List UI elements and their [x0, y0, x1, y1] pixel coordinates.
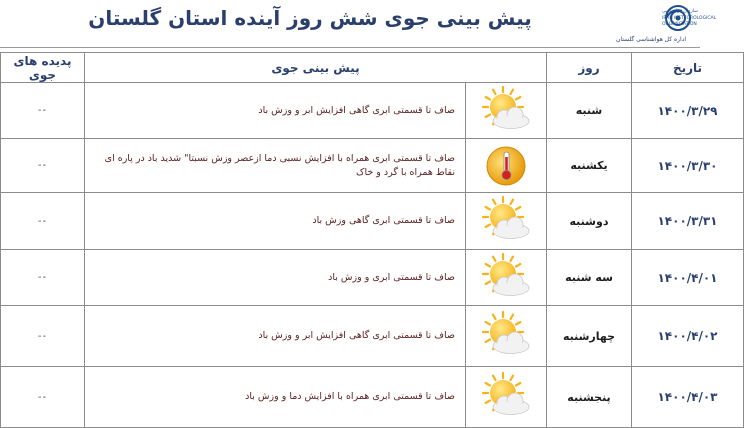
- table-header-row: [1, 53, 744, 83]
- row-phenomena: --: [1, 306, 85, 367]
- row-weather-icon-cell: [466, 193, 547, 250]
- partly-cloudy-sun-icon: [477, 255, 535, 301]
- row-description: صاف تا قسمتی ابری و وزش باد: [85, 250, 466, 306]
- row-description: صاف تا قسمتی ابری همراه با افزایش نسبی دما ازعصر وزش نسبتا" شدید باد در پاره ای نقاط همراه با گرد و خاک: [85, 139, 466, 193]
- row-date: ۱۴۰۰/۴/۰۳: [632, 367, 744, 428]
- row-phenomena: --: [1, 193, 85, 250]
- row-phenomena: --: [1, 367, 85, 428]
- header-date: تاریخ: [632, 53, 744, 83]
- table-row: [1, 139, 744, 193]
- row-day: یکشنبه: [547, 139, 632, 193]
- row-weather-icon-cell: [466, 367, 547, 428]
- page-header: [0, 0, 717, 48]
- hot-thermometer-sun-icon: [477, 143, 535, 189]
- logo-line-3: ORGANIZATION: [662, 22, 697, 27]
- row-weather-icon-cell: [466, 139, 547, 193]
- row-day: چهارشنبه: [547, 306, 632, 367]
- row-date: ۱۴۰۰/۴/۰۲: [632, 306, 744, 367]
- row-day: سه شنبه: [547, 250, 632, 306]
- header-forecast: پیش بینی جوی: [85, 53, 547, 83]
- row-day: شنبه: [547, 83, 632, 139]
- logo-caption: اداره کل هواشناسی گلستان: [615, 36, 687, 43]
- table-row: [1, 306, 744, 367]
- meteorology-logo-icon: [610, 3, 717, 36]
- row-description: صاف تا قسمتی ابری گاهی افزایش ابر و وزش باد: [85, 306, 466, 367]
- partly-cloudy-sun-icon: [477, 313, 535, 359]
- header-day: روز: [547, 53, 632, 83]
- page-title: پیش بینی جوی شش روز آینده استان گلستان: [88, 6, 532, 30]
- row-description: صاف تا قسمتی ابری گاهی افزایش ابر و وزش باد: [85, 83, 466, 139]
- partly-cloudy-sun-icon: [477, 374, 535, 420]
- row-date: ۱۴۰۰/۳/۲۹: [632, 83, 744, 139]
- row-phenomena: --: [1, 139, 85, 193]
- row-date: ۱۴۰۰/۳/۳۰: [632, 139, 744, 193]
- logo-line-2: IRAN METEOROLOGICAL: [662, 16, 717, 21]
- partly-cloudy-sun-icon: [477, 88, 535, 134]
- row-description: صاف تا قسمتی ابری همراه با افزایش دما و وزش باد: [85, 367, 466, 428]
- row-date: ۱۴۰۰/۳/۳۱: [632, 193, 744, 250]
- table-row: [1, 83, 744, 139]
- row-date: ۱۴۰۰/۴/۰۱: [632, 250, 744, 306]
- table-row: [1, 250, 744, 306]
- row-day: دوشنبه: [547, 193, 632, 250]
- header-phenomena: پدیده های جوی: [1, 53, 85, 83]
- row-weather-icon-cell: [466, 83, 547, 139]
- row-description: صاف تا قسمتی ابری گاهی وزش باد: [85, 193, 466, 250]
- table-row: [1, 193, 744, 250]
- logo-line-1: سازمان هواشناسی: [662, 9, 698, 14]
- row-weather-icon-cell: [466, 306, 547, 367]
- organization-logo: [610, 3, 717, 47]
- forecast-table: [0, 52, 744, 428]
- row-phenomena: --: [1, 250, 85, 306]
- row-phenomena: --: [1, 83, 85, 139]
- partly-cloudy-sun-icon: [477, 198, 535, 244]
- row-weather-icon-cell: [466, 250, 547, 306]
- table-row: [1, 367, 744, 428]
- row-day: پنجشنبه: [547, 367, 632, 428]
